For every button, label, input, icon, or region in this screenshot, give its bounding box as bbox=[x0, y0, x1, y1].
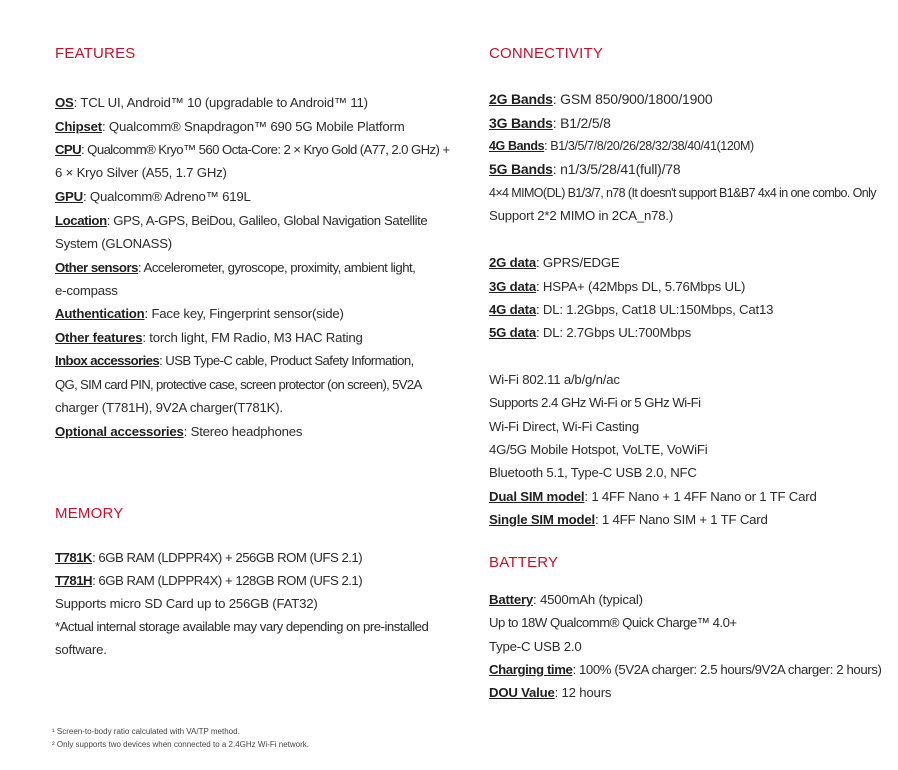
spec-value: Bluetooth 5.1, Type-C USB 2.0, NFC bbox=[489, 465, 697, 480]
spec-wifi bbox=[489, 370, 620, 390]
spec-key: Other features bbox=[55, 330, 143, 345]
spec-value: Up to 18W Qualcomm® Quick Charge™ 4.0+ bbox=[489, 615, 737, 630]
spec-value: Supports micro SD Card up to 256GB (FAT32) bbox=[55, 596, 318, 611]
spec-key: 5G data bbox=[489, 325, 536, 340]
spec-4g-data bbox=[489, 300, 773, 320]
spec-key: T781K bbox=[55, 550, 93, 565]
spec-value: : Accelerometer, gyroscope, proximity, ambient light, bbox=[137, 260, 416, 275]
spec-5g-data bbox=[489, 323, 691, 343]
spec-key: OS bbox=[55, 95, 74, 110]
spec-sensors bbox=[55, 258, 415, 278]
spec-chipset bbox=[55, 117, 404, 137]
spec-value: : TCL UI, Android™ 10 (upgradable to Android™ 11) bbox=[73, 95, 368, 110]
spec-value: : Qualcomm® Snapdragon™ 690 5G Mobile Platform bbox=[101, 119, 405, 134]
spec-3g-bands bbox=[489, 113, 611, 133]
spec-value: : 6GB RAM (LDPPR4X) + 256GB ROM (UFS 2.1) bbox=[92, 550, 363, 565]
footnote-2: ² Only supports two devices when connected to a 2.4GHz Wi-Fi network. bbox=[52, 740, 309, 749]
spec-value: : DL: 1.2Gbps, Cat18 UL:150Mbps, Cat13 bbox=[535, 302, 774, 317]
connectivity-heading: CONNECTIVITY bbox=[489, 45, 604, 62]
spec-type-c bbox=[489, 637, 581, 657]
spec-value: : 100% (5V2A charger: 2.5 hours/9V2A charger: 2 hours) bbox=[572, 662, 882, 677]
spec-value: e-compass bbox=[55, 283, 118, 298]
spec-value: 4×4 MIMO(DL) B1/3/7, n78 (It doesn't support B1&B7 4x4 in one combo. Only bbox=[489, 186, 876, 200]
spec-value: : DL: 2.7Gbps UL:700Mbps bbox=[535, 325, 691, 340]
spec-storage-note bbox=[55, 617, 428, 637]
spec-key: Dual SIM model bbox=[489, 489, 585, 504]
spec-mimo-cont bbox=[489, 206, 673, 226]
spec-quick-charge bbox=[489, 613, 737, 633]
spec-inbox bbox=[55, 351, 414, 371]
spec-3g-data bbox=[489, 277, 745, 297]
spec-2g-data bbox=[489, 253, 620, 273]
spec-single-sim bbox=[489, 510, 768, 530]
spec-value: : 6GB RAM (LDPPR4X) + 128GB ROM (UFS 2.1) bbox=[92, 573, 363, 588]
spec-key: Charging time bbox=[489, 662, 573, 677]
spec-optional bbox=[55, 422, 302, 442]
spec-key: Inbox accessories bbox=[55, 353, 160, 368]
spec-value: : 1 4FF Nano SIM + 1 TF Card bbox=[594, 512, 768, 527]
spec-gpu bbox=[55, 187, 251, 207]
spec-value: : USB Type-C cable, Product Safety Information, bbox=[159, 353, 414, 368]
spec-key: T781H bbox=[55, 573, 93, 588]
spec-key: Optional accessories bbox=[55, 424, 184, 439]
spec-cpu bbox=[55, 140, 449, 160]
spec-value: : Stereo headphones bbox=[183, 424, 303, 439]
spec-sd-card bbox=[55, 594, 318, 614]
spec-value: : B1/2/5/8 bbox=[552, 115, 611, 131]
spec-key: 3G data bbox=[489, 279, 536, 294]
spec-authentication bbox=[55, 304, 344, 324]
spec-value: Support 2*2 MIMO in 2CA_n78.) bbox=[489, 208, 674, 223]
spec-sensors-cont bbox=[55, 281, 118, 301]
spec-value: : 1 4FF Nano + 1 4FF Nano or 1 TF Card bbox=[584, 489, 817, 504]
spec-2g-bands bbox=[489, 89, 712, 109]
spec-value: : HSPA+ (42Mbps DL, 5.76Mbps UL) bbox=[535, 279, 746, 294]
spec-value: Wi-Fi Direct, Wi-Fi Casting bbox=[489, 419, 639, 434]
spec-cpu-cont bbox=[55, 163, 227, 183]
spec-key: 2G data bbox=[489, 255, 536, 270]
spec-value: : torch light, FM Radio, M3 HAC Rating bbox=[142, 330, 363, 345]
spec-value: *Actual internal storage available may vary depending on pre-installed bbox=[55, 619, 429, 634]
spec-value: : GPRS/EDGE bbox=[535, 255, 620, 270]
spec-location-cont bbox=[55, 234, 172, 254]
spec-storage-note-cont bbox=[55, 640, 107, 660]
spec-bluetooth bbox=[489, 463, 697, 483]
spec-location bbox=[55, 211, 427, 231]
spec-5g-bands bbox=[489, 159, 680, 179]
spec-key: 4G data bbox=[489, 302, 536, 317]
footnote-1: ¹ Screen-to-body ratio calculated with VA/TP method. bbox=[52, 727, 240, 736]
spec-wifi-bands bbox=[489, 393, 701, 413]
spec-value: : Qualcomm® Adreno™ 619L bbox=[82, 189, 251, 204]
spec-4g-bands bbox=[489, 136, 754, 156]
spec-t781h bbox=[55, 571, 362, 591]
spec-key: 3G Bands bbox=[489, 115, 553, 131]
spec-inbox-cont2 bbox=[55, 398, 283, 418]
spec-dou-value bbox=[489, 683, 611, 703]
spec-value: : 12 hours bbox=[554, 685, 612, 700]
spec-mimo bbox=[489, 183, 876, 203]
spec-key: 2G Bands bbox=[489, 91, 553, 107]
spec-inbox-cont bbox=[55, 375, 422, 395]
spec-value: QG, SIM card PIN, protective case, screen protector (on screen), 5V2A bbox=[55, 377, 422, 392]
spec-value: : GPS, A-GPS, BeiDou, Galileo, Global Navigation Satellite bbox=[106, 213, 428, 228]
spec-key: Battery bbox=[489, 592, 534, 607]
spec-key: DOU Value bbox=[489, 685, 555, 700]
spec-value: : Face key, Fingerprint sensor(side) bbox=[144, 306, 344, 321]
spec-value: : 4500mAh (typical) bbox=[533, 592, 643, 607]
spec-value: System (GLONASS) bbox=[55, 236, 172, 251]
spec-value: : Qualcomm® Kryo™ 560 Octa-Core: 2 × Kryo Gold (A77, 2.0 GHz) + bbox=[81, 142, 450, 157]
spec-value: : B1/3/5/7/8/20/26/28/32/38/40/41(120M) bbox=[544, 139, 754, 153]
spec-os bbox=[55, 93, 368, 113]
spec-value: software. bbox=[55, 642, 107, 657]
spec-key: Location bbox=[55, 213, 107, 228]
features-heading: FEATURES bbox=[55, 45, 136, 62]
spec-battery bbox=[489, 590, 643, 610]
spec-key: Authentication bbox=[55, 306, 145, 321]
spec-t781k bbox=[55, 548, 362, 568]
battery-heading: BATTERY bbox=[489, 554, 559, 571]
spec-value: Supports 2.4 GHz Wi-Fi or 5 GHz Wi-Fi bbox=[489, 395, 701, 410]
spec-value: 6 × Kryo Silver (A55, 1.7 GHz) bbox=[55, 165, 227, 180]
spec-key: 5G Bands bbox=[489, 161, 553, 177]
spec-value: Type-C USB 2.0 bbox=[489, 639, 582, 654]
spec-value: : GSM 850/900/1800/1900 bbox=[552, 91, 713, 107]
spec-key: Single SIM model bbox=[489, 512, 595, 527]
spec-key: CPU bbox=[55, 142, 82, 157]
spec-value: Wi-Fi 802.11 a/b/g/n/ac bbox=[489, 372, 620, 387]
spec-key: GPU bbox=[55, 189, 83, 204]
spec-key: 4G Bands bbox=[489, 139, 545, 153]
spec-wifi-direct bbox=[489, 417, 639, 437]
spec-key: Chipset bbox=[55, 119, 102, 134]
spec-value: : n1/3/5/28/41(full)/78 bbox=[552, 161, 681, 177]
spec-other-features bbox=[55, 328, 363, 348]
spec-dual-sim bbox=[489, 487, 817, 507]
spec-key: Other sensors bbox=[55, 260, 138, 275]
spec-hotspot bbox=[489, 440, 708, 460]
spec-charging-time bbox=[489, 660, 881, 680]
spec-value: charger (T781H), 9V2A charger(T781K). bbox=[55, 400, 283, 415]
memory-heading: MEMORY bbox=[55, 505, 124, 522]
spec-value: 4G/5G Mobile Hotspot, VoLTE, VoWiFi bbox=[489, 442, 708, 457]
